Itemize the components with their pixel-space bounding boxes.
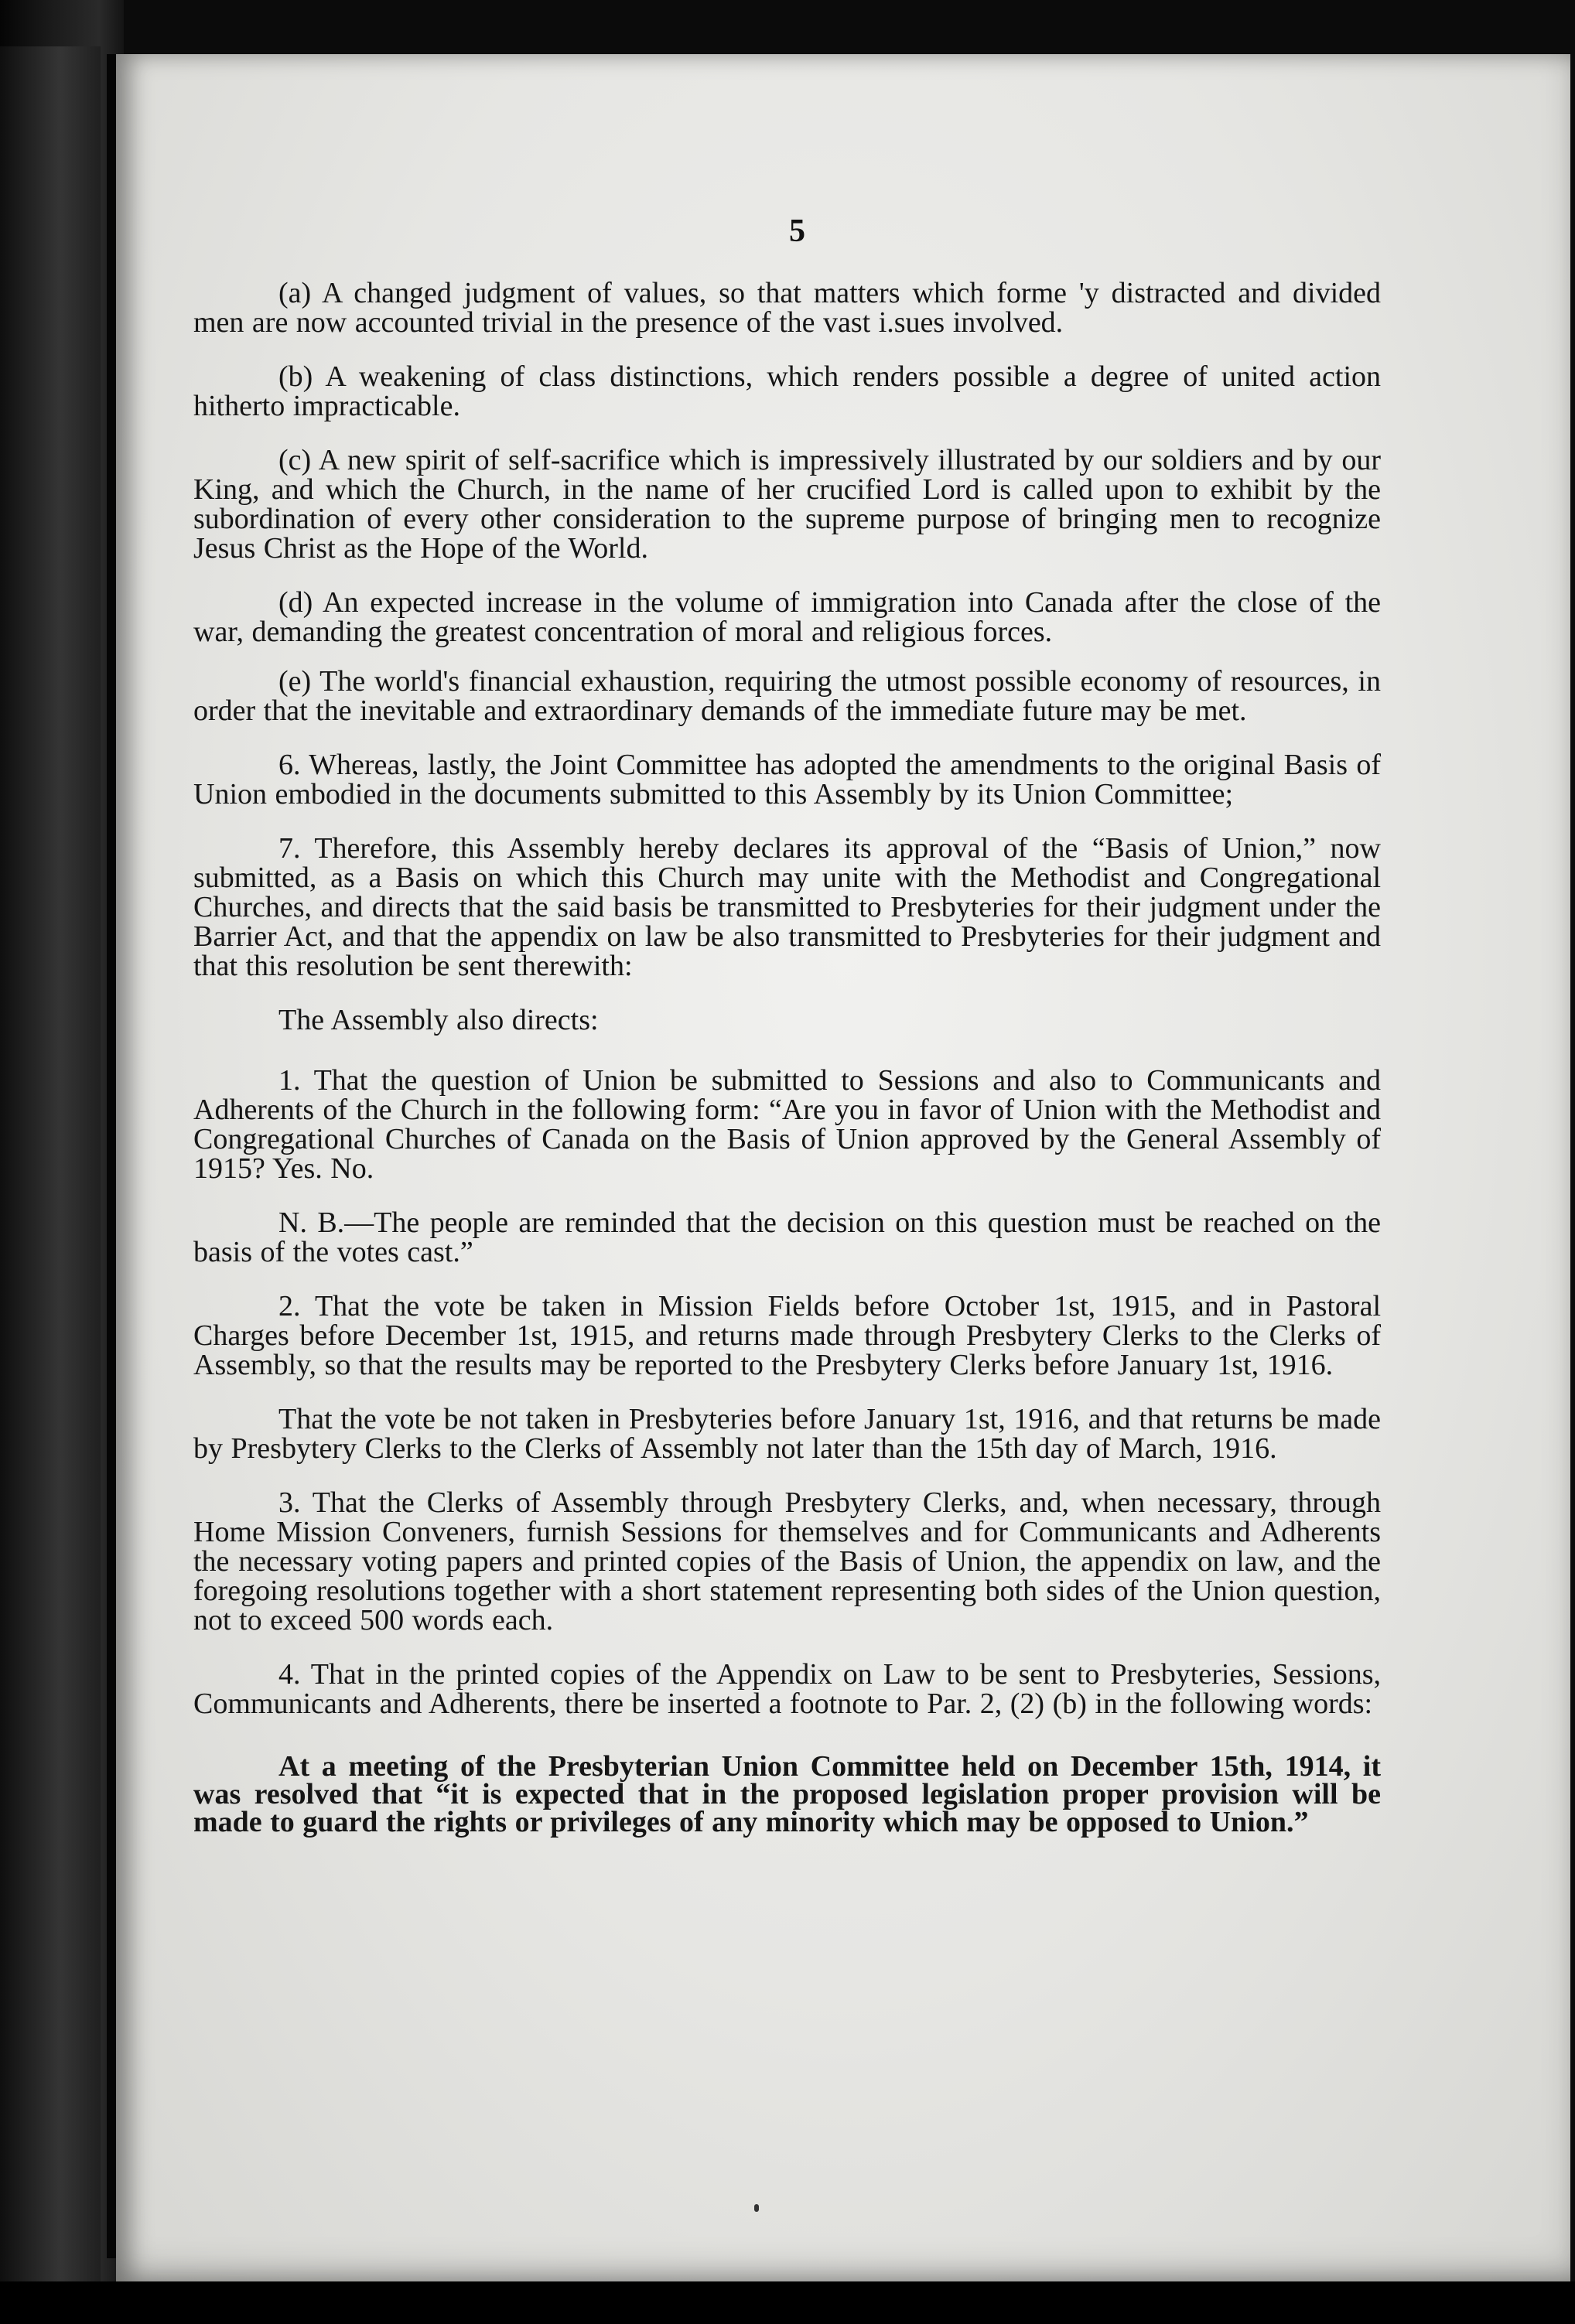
page-body (193, 278, 1381, 1861)
direction-2-continued: That the vote be not taken in Presbyteries before January 1st, 1916, and that returns be made by Presbytery Clerks to the Clerks of Assembly not later than the 15th day of March, 1916. (193, 1403, 1381, 1465)
ink-speck (754, 2204, 759, 2212)
direction-4: 4. That in the printed copies of the Appendix on Law to be sent to Presbyteries, Sessions, Communicants and Adherents, there be inserted a footnote to Par. 2, (2) (b) in the following words: (193, 1658, 1381, 1720)
footnote-text: At a meeting of the Presbyterian Union Committee held on December 15th, 1914, it was resolved that “it is expected that in the proposed legislation proper provision will be made to guard the rights or privileges of any minority which may be opposed to Union.” (193, 1750, 1381, 1838)
paragraph-a: (a) A changed judgment of values, so that matters which forme 'y distracted and divided men are now accounted trivial in the presence of the vast i.sues involved. (193, 277, 1381, 339)
paragraph-c: (c) A new spirit of self-sacrifice which is impressively illustrated by our soldiers and by our King, and which the Church, in the name of her crucified Lord is called upon to exhibit by the subordination of every other consideration to the supreme purpose of bringing men to recognize Jesus Christ as the Hope of the World. (193, 444, 1381, 565)
nota-bene: N. B.—The people are reminded that the decision on this question must be reached on the basis of the votes cast.” (193, 1206, 1381, 1268)
paragraph-7: 7. Therefore, this Assembly hereby declares its approval of the “Basis of Union,” now submitted, as a Basis on which this Church may unite with the Methodist and Congregational Churches, and directs that the said basis be transmitted to Presbyteries for their judgment under the Barrier Act, and that the appendix on law be also transmitted to Presbyteries for their judgment and that this resolution be sent therewith: (193, 832, 1381, 982)
paragraph-b: (b) A weakening of class distinctions, which renders possible a degree of united action hitherto impracticable. (193, 360, 1381, 422)
facing-page-edge (0, 46, 101, 2289)
book-gutter (107, 54, 116, 2258)
direction-2: 2. That the vote be taken in Mission Fields before October 1st, 1915, and in Pastoral Charges before December 1st, 1915, and returns made through Presbytery Clerks to the Clerks of Assembly, so that the results may be reported to the Presbytery Clerks before January 1st, 1916. (193, 1290, 1381, 1381)
assembly-directs: The Assembly also directs: (278, 1004, 599, 1036)
direction-1: 1. That the question of Union be submitted to Sessions and also to Communicants and Adherents of the Church in the following form: “Are you in favor of Union with the Methodist and Congregational Churches of Canada on the Basis of Union approved by the General Assembly of 1915? Yes. No. (193, 1064, 1381, 1185)
page-number: 5 (789, 213, 805, 249)
paragraph-6: 6. Whereas, lastly, the Joint Committee has adopted the amendments to the original Basis of Union embodied in the documents submitted to this Assembly by its Union Committee; (193, 749, 1381, 810)
paragraph-d: (d) An expected increase in the volume of immigration into Canada after the close of the war, demanding the greatest concentration of moral and religious forces. (193, 586, 1381, 648)
paragraph-e: (e) The world's financial exhaustion, requiring the utmost possible economy of resources, in order that the inevitable and extraordinary demands of the immediate future may be met. (193, 665, 1381, 727)
scan-bottom-edge (0, 2281, 1575, 2324)
direction-3: 3. That the Clerks of Assembly through Presbytery Clerks, and, when necessary, through Home Mission Conveners, furnish Sessions for themselves and for Communicants and Adherents the necessary voting papers and printed copies of the Basis of Union, the appendix on law, and the foregoing resolutions together with a short statement representing both sides of the Union question, not to exceed 500 words each. (193, 1486, 1381, 1636)
